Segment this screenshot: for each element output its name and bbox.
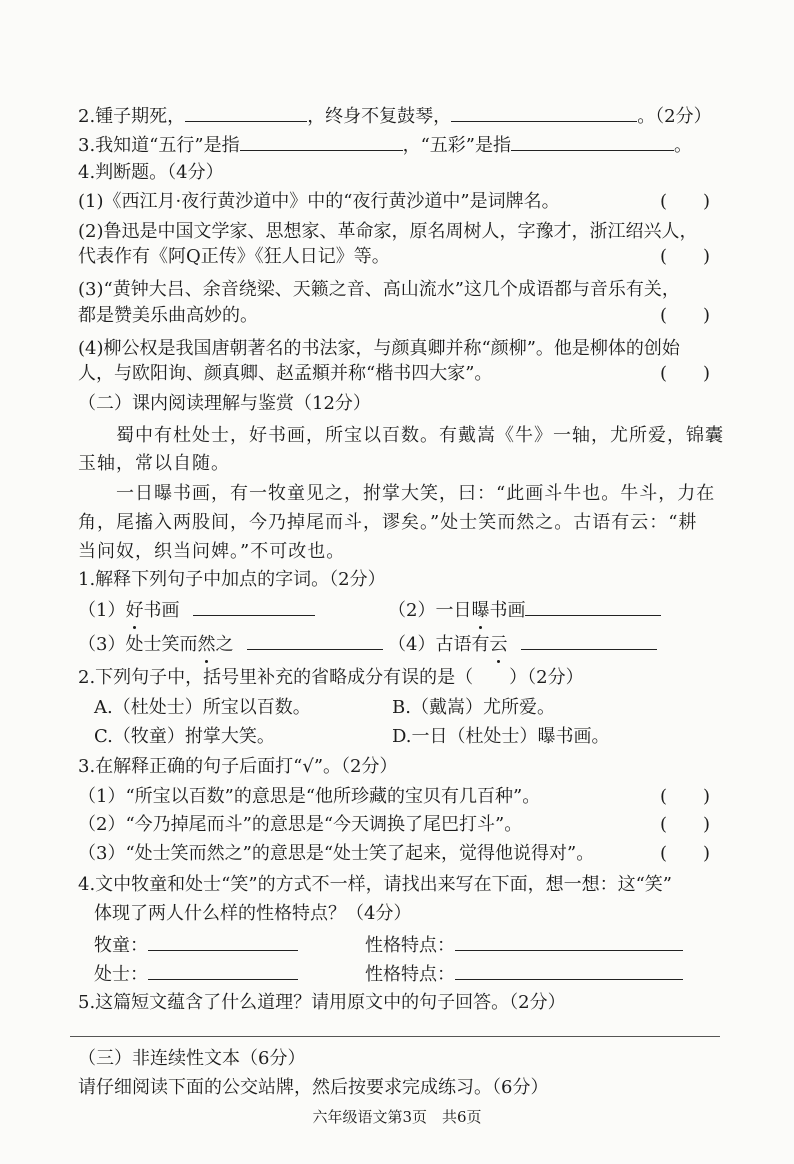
passage-line: 角，尾搐入两股间，今乃掉尾而斗，谬矣。”处士笑而然之。古语有云：“耕 — [78, 512, 698, 533]
q4-item-4-line-2: 人，与欧阳询、颜真卿、赵孟頫并称“楷书四大家”。 — [78, 363, 493, 384]
dotted-char: 曝 — [471, 598, 489, 624]
answer-blank[interactable] — [148, 932, 298, 951]
passage-line: 玉轴，常以自随。 — [78, 453, 230, 474]
dotted-char: 然 — [197, 632, 215, 658]
question-2 — [78, 103, 712, 130]
dotted-char: 好 — [125, 598, 143, 624]
sub-question-4-title-line-2: 体现了两人什么样的性格特点？（4分） — [94, 903, 412, 924]
answer-rule — [70, 1036, 720, 1037]
item-suffix: 之 — [215, 634, 234, 655]
sq4-row-scholar — [94, 961, 298, 988]
answer-blank[interactable] — [451, 103, 637, 122]
item-prefix: （2）一日 — [388, 600, 472, 621]
answer-paren[interactable]: ( ) — [660, 363, 711, 384]
q2-mid: ，终身不复鼓琴， — [307, 106, 452, 127]
q3-mid: ，“五彩”是指 — [402, 135, 511, 156]
sq3-item-1: （1）“所宝以百数”的意思是“他所珍藏的宝贝有几百种”。 — [78, 786, 541, 807]
sq4-trait-herdboy — [365, 932, 683, 959]
answer-blank[interactable] — [511, 132, 674, 151]
dotted-char: 云 — [489, 632, 507, 658]
sq1-item-4 — [388, 631, 657, 658]
item-prefix: （3）处士笑而 — [78, 634, 198, 655]
sq1-item-1 — [78, 597, 315, 624]
item-prefix: （1） — [78, 600, 126, 621]
passage-line: 蜀中有杜处士，好书画，所宝以百数。有戴嵩《牛》一轴，尤所爱，锦囊 — [78, 425, 724, 446]
answer-blank[interactable] — [247, 631, 383, 650]
answer-paren[interactable]: ( ) — [660, 246, 711, 267]
section-2-title: （二）课内阅读理解与鉴赏（12分） — [78, 393, 371, 414]
q2-lead: 2.锺子期死， — [78, 106, 186, 127]
q3-tail: 。 — [673, 135, 692, 156]
answer-blank[interactable] — [525, 597, 661, 616]
sub-question-4-title-line-1: 4.文中牧童和处士“笑”的方式不一样，请找出来写在下面，想一想：这“笑” — [78, 874, 672, 895]
q4-item-3-line-1: (3)“黄钟大吕、余音绕梁、天籁之音、高山流水”这几个成语都与音乐有关， — [78, 279, 680, 300]
q4-item-1-line-1: (1)《西江月·夜行黄沙道中》中的“夜行黄沙道中”是词牌名。 — [78, 191, 560, 212]
sq4-trait-scholar — [365, 961, 683, 988]
option-c[interactable]: C.（牧童）拊掌大笑。 — [94, 726, 275, 747]
question-4-title: 4.判断题。（4分） — [78, 162, 224, 183]
trait-label: 性格特点： — [365, 964, 455, 985]
q4-item-4-line-1: (4)柳公权是我国唐朝著名的书法家，与颜真卿并称“颜柳”。他是柳体的创始 — [78, 338, 680, 359]
section-3-instruction: 请仔细阅读下面的公交站牌，然后按要求完成练习。（6分） — [78, 1077, 549, 1098]
answer-blank[interactable] — [455, 932, 683, 951]
item-prefix: （4）古语有 — [388, 634, 490, 655]
sub-question-1-title: 1.解释下列句子中加点的字词。（2分） — [78, 569, 386, 590]
q2-tail: 。（2分） — [637, 106, 712, 127]
answer-paren[interactable]: ( ) — [660, 814, 711, 835]
answer-blank[interactable] — [521, 631, 657, 650]
answer-blank[interactable] — [185, 103, 307, 122]
sq3-item-2: （2）“今乃掉尾而斗”的意思是“今天调换了尾巴打斗”。 — [78, 814, 523, 835]
answer-paren[interactable]: ( ) — [660, 305, 711, 326]
q3-lead: 3.我知道“五行”是指 — [78, 135, 240, 156]
sub-question-2-title: 2.下列句子中，括号里补充的省略成分有误的是（ ）（2分） — [78, 667, 584, 688]
q4-item-3-line-2: 都是赞美乐曲高妙的。 — [78, 305, 258, 326]
answer-paren[interactable]: ( ) — [660, 843, 711, 864]
scholar-label: 处士： — [94, 964, 148, 985]
sq3-item-3: （3）“处士笑而然之”的意思是“处士笑了起来，觉得他说得对”。 — [78, 843, 595, 864]
question-3 — [78, 132, 692, 159]
option-d[interactable]: D.一日（杜处士）曝书画。 — [392, 726, 610, 747]
answer-blank[interactable] — [148, 961, 298, 980]
sub-question-3-title: 3.在解释正确的句子后面打“√”。（2分） — [78, 756, 398, 777]
sub-question-5-title: 5.这篇短文蕴含了什么道理？请用原文中的句子回答。（2分） — [78, 992, 566, 1013]
page-footer: 六年级语文第3页 共6页 — [312, 1108, 482, 1126]
sq4-row-herdboy — [94, 932, 298, 959]
passage-line: 当问奴，织当问婢。”不可改也。 — [78, 541, 346, 562]
option-a[interactable]: A.（杜处士）所宝以百数。 — [94, 697, 311, 718]
item-suffix: 书画 — [489, 600, 526, 621]
section-3-title: （三）非连续性文本（6分） — [78, 1048, 306, 1069]
item-suffix: 书画 — [143, 600, 180, 621]
answer-blank[interactable] — [193, 597, 315, 616]
passage-line: 一日曝书画，有一牧童见之，拊掌大笑，曰：“此画斗牛也。牛斗，力在 — [78, 483, 716, 504]
sq1-item-3 — [78, 631, 383, 658]
answer-paren[interactable]: ( ) — [660, 786, 711, 807]
answer-blank[interactable] — [240, 132, 403, 151]
answer-paren[interactable]: ( ) — [660, 191, 711, 212]
sq1-item-2 — [388, 597, 661, 624]
q4-item-2-line-2: 代表作有《阿Q正传》《狂人日记》等。 — [78, 246, 390, 267]
q4-item-2-line-1: (2)鲁迅是中国文学家、思想家、革命家，原名周树人，字豫才，浙江绍兴人， — [78, 221, 698, 242]
option-b[interactable]: B.（戴嵩）尤所爱。 — [392, 697, 555, 718]
herdboy-label: 牧童： — [94, 935, 148, 956]
trait-label: 性格特点： — [365, 935, 455, 956]
answer-blank[interactable] — [455, 961, 683, 980]
